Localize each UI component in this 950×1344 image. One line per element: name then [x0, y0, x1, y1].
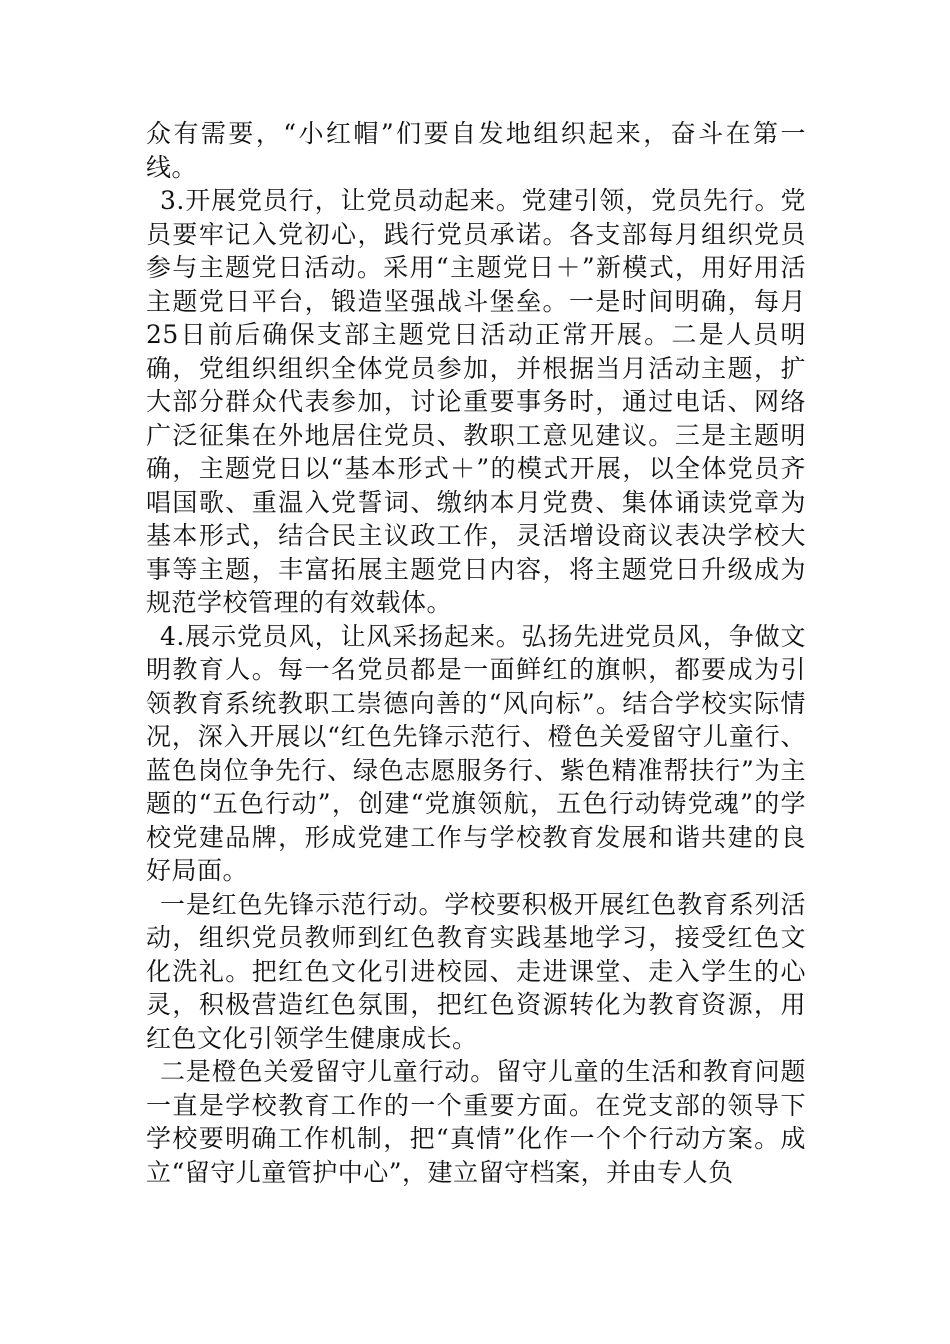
- paragraph-continuation: 众有需要，“小红帽”们要自发地组织起来，奋斗在第一线。: [146, 119, 806, 182]
- document-body: [146, 117, 806, 1189]
- paragraph-section-3: 3.开展党员行，让党员动起来。党建引领，党员先行。党员要牢记入党初心，践行党员承诺。各支部每月组织党员参与主题党日活动。采用“主题党日＋”新模式，用好用活主题党日平台，锻造坚强战斗堡垒。一是时间明确，每月25日前后确保支部主题党日活动正常开展。二是人员明确，党组织组织全体党员参加，并根据当月活动主题，扩大部分群众代表参加，讨论重要事务时，通过电话、网络广泛征集在外地居住党员、教职工意见建议。三是主题明确，主题党日以“基本形式＋”的模式开展，以全体党员齐唱国歌、重温入党誓词、缴纳本月党费、集体诵读党章为基本形式，结合民主议政工作，灵活增设商议表决学校大事等主题，丰富拓展主题党日内容，将主题党日升级成为规范学校管理的有效载体。: [146, 186, 806, 617]
- paragraph-red-action: 一是红色先锋示范行动。学校要积极开展红色教育系列活动，组织党员教师到红色教育实践基地学习，接受红色文化洗礼。把红色文化引进校园、走进课堂、走入学生的心灵，积极营造红色氛围，把红色资源转化为教育资源，用红色文化引领学生健康成长。: [146, 889, 806, 1053]
- paragraph-orange-action: 二是橙色关爱留守儿童行动。留守儿童的生活和教育问题一直是学校教育工作的一个重要方面。在党支部的领导下学校要明确工作机制，把“真情”化作一个个行动方案。成立“留守儿童管护中心”，建立留守档案，并由专人负: [146, 1057, 806, 1187]
- paragraph-section-4: 4.展示党员风，让风采扬起来。弘扬先进党员风，争做文明教育人。每一名党员都是一面鲜红的旗帜，都要成为引领教育系统教职工崇德向善的“风向标”。结合学校实际情况，深入开展以“红色先锋示范行、橙色关爱留守儿童行、蓝色岗位争先行、绿色志愿服务行、紫色精准帮扶行”为主题的“五色行动”，创建“党旗领航，五色行动铸党魂”的学校党建品牌，形成党建工作与学校教育发展和谐共建的良好局面。: [146, 621, 806, 885]
